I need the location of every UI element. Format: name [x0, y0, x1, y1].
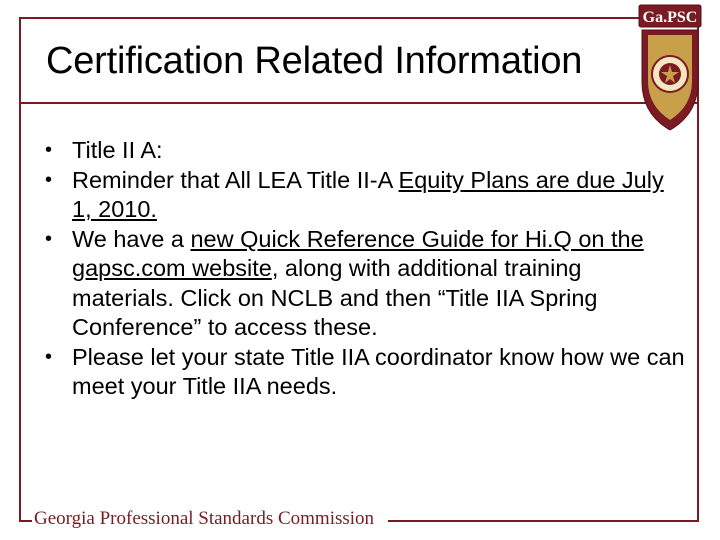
bullet-item — [45, 343, 685, 402]
bullet-dot: • — [45, 227, 53, 250]
slide-title: Certification Related Information — [46, 40, 583, 82]
bullet-text: We have a — [72, 225, 191, 252]
bullet-item — [45, 136, 685, 166]
gapsc-logo — [636, 2, 704, 132]
bullet-list — [45, 136, 685, 402]
bullet-text: Please let your state Title IIA coordinator know how we can meet your Title IIA needs. — [72, 343, 685, 399]
bullet-text: , along with additional training materials. Click on NCLB and then “Title IIA Spring Conference” to access these. — [72, 255, 598, 340]
bullet-item — [45, 225, 685, 343]
bullet-dot: • — [45, 139, 53, 161]
bullet-item — [45, 166, 685, 225]
footer-rule-right — [388, 520, 699, 522]
quick-reference-guide-link[interactable]: new Quick Reference Guide for Hi.Q on the gapsc.com website — [72, 225, 644, 281]
bullet-dot: • — [45, 168, 53, 191]
bullet-text: Reminder that All LEA Title II-A — [72, 166, 399, 193]
equity-plans-link[interactable]: Equity Plans are due July 1, 2010. — [72, 166, 664, 222]
logo-text: Ga.PSC — [642, 9, 698, 26]
bullet-dot: • — [45, 345, 53, 368]
title-rule — [21, 102, 697, 104]
bullet-text: Title II A: — [72, 137, 163, 163]
footer-text: Georgia Professional Standards Commission — [34, 508, 375, 529]
footer-rule-left — [19, 520, 33, 522]
